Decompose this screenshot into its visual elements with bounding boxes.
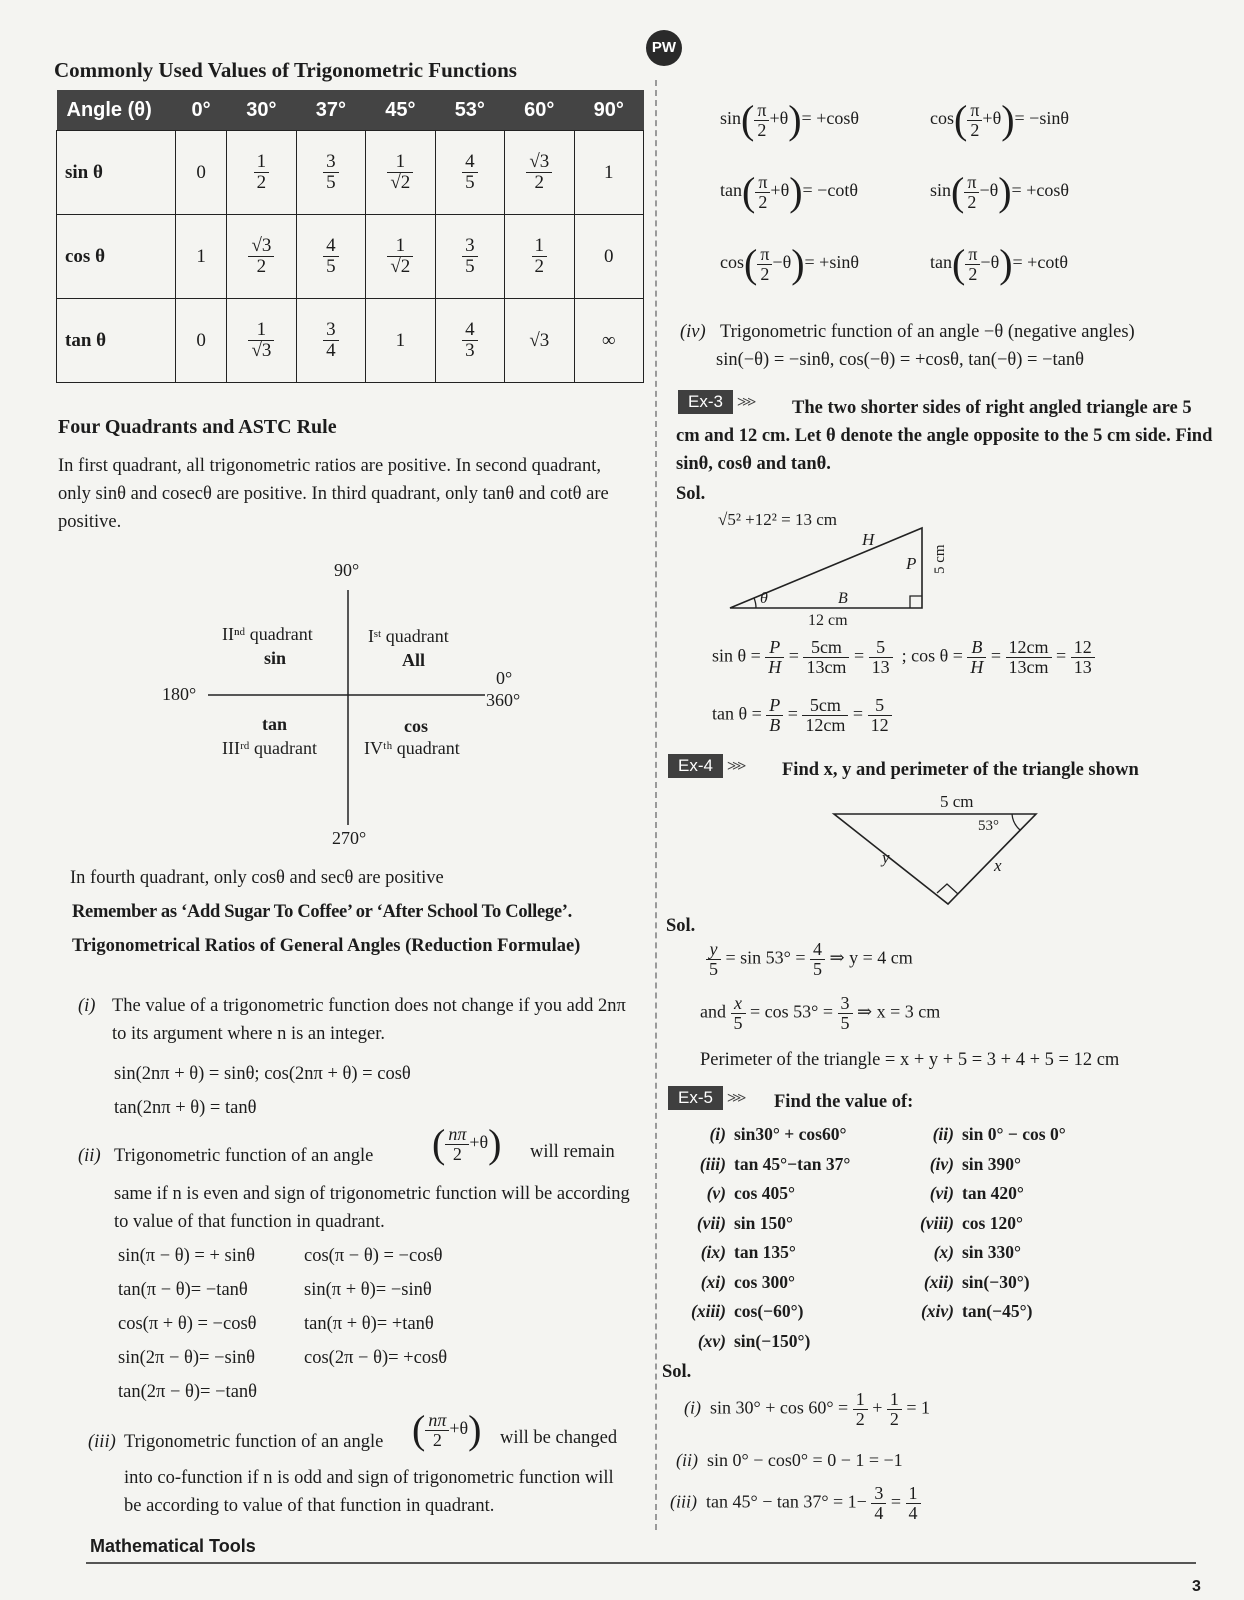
formula-row (118, 1348, 564, 1382)
q1-label: Iˢᵗ quadrant (368, 626, 449, 646)
table-cell: 1 (366, 299, 435, 383)
table-header-cell: 60° (505, 90, 574, 131)
formula: tan(π + θ)= +tanθ (304, 1314, 434, 1334)
label-0: 0° (496, 668, 513, 688)
page-number: 3 (1192, 1578, 1201, 1595)
formula: tan(2π − θ)= −tanθ (118, 1382, 258, 1402)
q2-fn: sin (264, 648, 287, 668)
label-360: 360° (486, 690, 521, 710)
ex3-b: B (838, 590, 848, 607)
astc-mnemonic: Remember as ‘Add Sugar To Coffee’ or ‘After School To College’. (72, 902, 572, 922)
ex5-question: Find the value of: (774, 1092, 914, 1112)
list-item: (ix) tan 135° (x) sin 330° (700, 1242, 1022, 1262)
pi-half-formula: tan( $\frac{\pi}{2}$ −θ)= +cotθ (930, 241, 1068, 286)
list-item: (iii) tan 45°−tan 37° (iv) sin 390° (699, 1153, 1022, 1174)
table-cell: $\frac{1}{√3}$ (227, 299, 296, 383)
reduction-i-num: (i) (78, 996, 96, 1016)
list-item: (i) sin30° + cos60° (ii) sin 0° − cos 0° (709, 1124, 1066, 1144)
quadrant-diagram (150, 560, 550, 860)
reduction-ii-text-a: Trigonometric function of an angle (114, 1146, 374, 1166)
formula-row (118, 1382, 564, 1416)
list-item: (v) cos 405° (vi) tan 420° (706, 1183, 1024, 1203)
table-cell: $\frac{4}{5}$ (296, 215, 365, 299)
reduction-iii-angle: ( $\frac{n\pi}{2}$ +θ) (412, 1407, 482, 1452)
table-cell: 1 (574, 131, 643, 215)
table-cell: ∞ (574, 299, 643, 383)
ex5-item-list (682, 1124, 1102, 1360)
ex5-solution-ii: (ii) sin 0° − cos0° = 0 − 1 = −1 (676, 1450, 903, 1470)
table-header-cell: 30° (227, 90, 296, 131)
table-row (57, 215, 644, 299)
formula: sin(π + θ)= −sinθ (304, 1280, 432, 1300)
reduction-ii-angle: ( $\frac{n\pi}{2}$ +θ) (432, 1121, 502, 1166)
list-item: (xiii) cos(−60°) (xiv) tan(−45°) (691, 1301, 1033, 1321)
ex3-triangle (718, 510, 972, 640)
table-cell: √3 (505, 299, 574, 383)
ex3-hyp-label: √5² +12² = 13 cm (718, 510, 837, 529)
ex3-h: H (862, 530, 875, 549)
q1-fn: All (402, 650, 426, 670)
formula: sin(π − θ) = + sinθ (118, 1246, 255, 1266)
table-header-cell: 37° (296, 90, 365, 131)
quadrant-heading: Four Quadrants and ASTC Rule (58, 416, 337, 438)
reduction-heading: Trigonometrical Ratios of General Angles (Reduction Formulae) (72, 936, 581, 956)
ex3-question: The two shorter sides of right angled triangle are 5 cm and 12 cm. Let θ denote the angle opposite to the 5 cm side. Find sinθ, cosθ and tanθ. (676, 398, 1213, 474)
ex3-side-12: 12 cm (808, 612, 848, 629)
table-cell: $\frac{4}{3}$ (435, 299, 504, 383)
column-divider (655, 80, 657, 1530)
formula: tan(π − θ)= −tanθ (118, 1280, 248, 1300)
footer-chapter-title: Mathematical Tools (90, 1536, 256, 1556)
ex4-perimeter: Perimeter of the triangle = x + y + 5 = 3 + 4 + 5 = 12 cm (700, 1050, 1120, 1070)
reduction-iii-text-b: will be changed (500, 1428, 618, 1448)
table-cell: 0 (176, 131, 227, 215)
formula-row (720, 97, 1200, 172)
pi-half-formula: cos( $\frac{\pi}{2}$ +θ)= −sinθ (930, 97, 1069, 142)
table-row (57, 131, 644, 215)
formula-row (118, 1246, 564, 1280)
ex4-tag: Ex-4 >>> (668, 754, 752, 778)
ex4-y: y (882, 848, 890, 867)
ex4-x: x (994, 856, 1002, 875)
formula-row (118, 1314, 564, 1348)
ex3-p: P (906, 554, 917, 573)
ex4-question: Find x, y and perimeter of the triangle shown (782, 760, 1139, 780)
formula: cos(π − θ) = −cosθ (304, 1246, 443, 1266)
reduction-i-formula-1: sin(2nπ + θ) = sinθ; cos(2nπ + θ) = cosθ (114, 1064, 411, 1084)
table-cell: $\frac{√3}{2}$ (505, 131, 574, 215)
reduction-i-text: The value of a trigonometric function does not change if you add 2nπ to its argument where n is an integer. (112, 996, 626, 1044)
q4-fn: cos (404, 716, 428, 736)
reduction-iv-text: Trigonometric function of an angle −θ (negative angles) (720, 322, 1135, 342)
reduction-iii-num: (iii) (88, 1432, 116, 1452)
ex4-line-x: and $\frac{x}{5}$ = cos 53° = $\frac{3}{5}$ ⇒ x = 3 cm (700, 993, 941, 1033)
reduction-ii-text-c: same if n is even and sign of trigonometric function will be according to value of that function in quadrant. (114, 1184, 630, 1232)
reduction-i-formula-2: tan(2nπ + θ) = tanθ (114, 1098, 257, 1118)
q3-fn: tan (262, 714, 288, 734)
formula-row (118, 1280, 564, 1314)
q4-label: IVᵗʰ quadrant (364, 738, 460, 758)
table-header-cell: 90° (574, 90, 643, 131)
reduction-pi-half-formulas (720, 97, 1200, 316)
table-cell: $\frac{3}{5}$ (296, 131, 365, 215)
table-header-row (57, 90, 644, 131)
table-cell: $\frac{3}{4}$ (296, 299, 365, 383)
table-header-cell: Angle (θ) (57, 90, 176, 131)
ex4-triangle (830, 788, 1060, 908)
label-90: 90° (334, 560, 360, 580)
table-cell: $\frac{3}{5}$ (435, 215, 504, 299)
row-label: cos θ (57, 215, 176, 299)
ex3-tag: Ex-3 >>> (678, 390, 762, 414)
q3-label: IIIʳᵈ quadrant (222, 738, 317, 758)
reduction-ii-text-b: will remain (530, 1142, 615, 1162)
table-cell: $\frac{1}{2}$ (505, 215, 574, 299)
ex4-angle: 53° (978, 818, 999, 834)
ex5-sol-label: Sol. (662, 1362, 692, 1382)
trig-values-table (56, 90, 644, 383)
ex3-side-5: 5 cm (932, 544, 948, 574)
table-row (57, 299, 644, 383)
formula-row (720, 241, 1200, 316)
table-cell: 1 (176, 215, 227, 299)
reduction-iii-text-a: Trigonometric function of an angle (124, 1432, 384, 1452)
ex3-sin-cos: sin θ = $\frac{P}{H}$ = $\frac{5cm}{13cm}$ = $\frac{5}{13}$ ; cos θ = $\frac{B}{H}$ = $\frac{12cm}{13cm}$ = $\frac{12}{13}$ (712, 638, 1095, 677)
formula-row (720, 169, 1200, 244)
table-cell: $\frac{1}{√2}$ (366, 131, 435, 215)
reduction-ii-num: (ii) (78, 1146, 101, 1166)
pi-half-formula: sin( $\frac{\pi}{2}$ +θ)= +cosθ (720, 97, 859, 142)
table-cell: 0 (176, 299, 227, 383)
publisher-logo: PW (646, 30, 682, 66)
q2-label: IIⁿᵈ quadrant (222, 624, 313, 644)
formula: cos(2π − θ)= +cosθ (304, 1348, 448, 1368)
table-header-cell: 53° (435, 90, 504, 131)
label-180: 180° (162, 684, 197, 704)
ex4-top-side: 5 cm (940, 792, 974, 811)
table-header-cell: 0° (176, 90, 227, 131)
reduction-iii-text-c: into co-function if n is odd and sign of trigonometric function will be according to value of that function in quadrant. (124, 1468, 614, 1516)
ex3-tan: tan θ = $\frac{P}{B}$ = $\frac{5cm}{12cm}$ = $\frac{5}{12}$ (712, 696, 892, 735)
reduction-iv-num: (iv) (680, 322, 706, 342)
table-cell: $\frac{√3}{2}$ (227, 215, 296, 299)
formula: cos(π + θ) = −cosθ (118, 1314, 257, 1334)
row-label: sin θ (57, 131, 176, 215)
pi-half-formula: sin( $\frac{\pi}{2}$ −θ)= +cosθ (930, 169, 1069, 214)
table-cell: $\frac{1}{2}$ (227, 131, 296, 215)
row-label: tan θ (57, 299, 176, 383)
ex3-theta: θ (760, 590, 768, 607)
quadrant-intro: In first quadrant, all trigonometric ratios are positive. In second quadrant, only sinθ and cosecθ are positive. In third quadrant, only tanθ and cotθ are positive. (58, 456, 609, 532)
ex4-sol-label: Sol. (666, 916, 696, 936)
table-title: Commonly Used Values of Trigonometric Functions (54, 58, 517, 82)
formula: sin(2π − θ)= −sinθ (118, 1348, 255, 1368)
footer-rule (86, 1562, 1196, 1564)
table-header-cell: 45° (366, 90, 435, 131)
reduction-iv-formula: sin(−θ) = −sinθ, cos(−θ) = +cosθ, tan(−θ) = −tanθ (716, 350, 1084, 370)
table-body (57, 131, 644, 383)
ex4-line-y: $\frac{y}{5}$ = sin 53° = $\frac{4}{5}$ ⇒ y = 4 cm (706, 940, 913, 979)
reduction-ii-formulas (118, 1246, 564, 1416)
table-cell: $\frac{4}{5}$ (435, 131, 504, 215)
label-270: 270° (332, 828, 367, 848)
fourth-quadrant-note: In fourth quadrant, only cosθ and secθ are positive (70, 868, 444, 888)
list-item: (vii) sin 150° (viii) cos 120° (696, 1212, 1023, 1233)
list-item: (xv) sin(−150°) (697, 1330, 811, 1351)
ex3-sol-label: Sol. (676, 484, 706, 504)
table-cell: 0 (574, 215, 643, 299)
ex5-tag: Ex-5 >>> (668, 1086, 752, 1110)
pi-half-formula: tan( $\frac{\pi}{2}$ +θ)= −cotθ (720, 169, 858, 214)
list-item: (xi) cos 300° (xii) sin(−30°) (700, 1271, 1030, 1292)
ex5-solution-i: (i) sin 30° + cos 60° = $\frac{1}{2}$ + $\frac{1}{2}$ = 1 (684, 1389, 931, 1429)
pi-half-formula: cos( $\frac{\pi}{2}$ −θ)= +sinθ (720, 241, 859, 286)
table-cell: $\frac{1}{√2}$ (366, 215, 435, 299)
ex5-solution-iii: (iii) tan 45° − tan 37° = 1− $\frac{3}{4}$ = $\frac{1}{4}$ (670, 1484, 921, 1523)
